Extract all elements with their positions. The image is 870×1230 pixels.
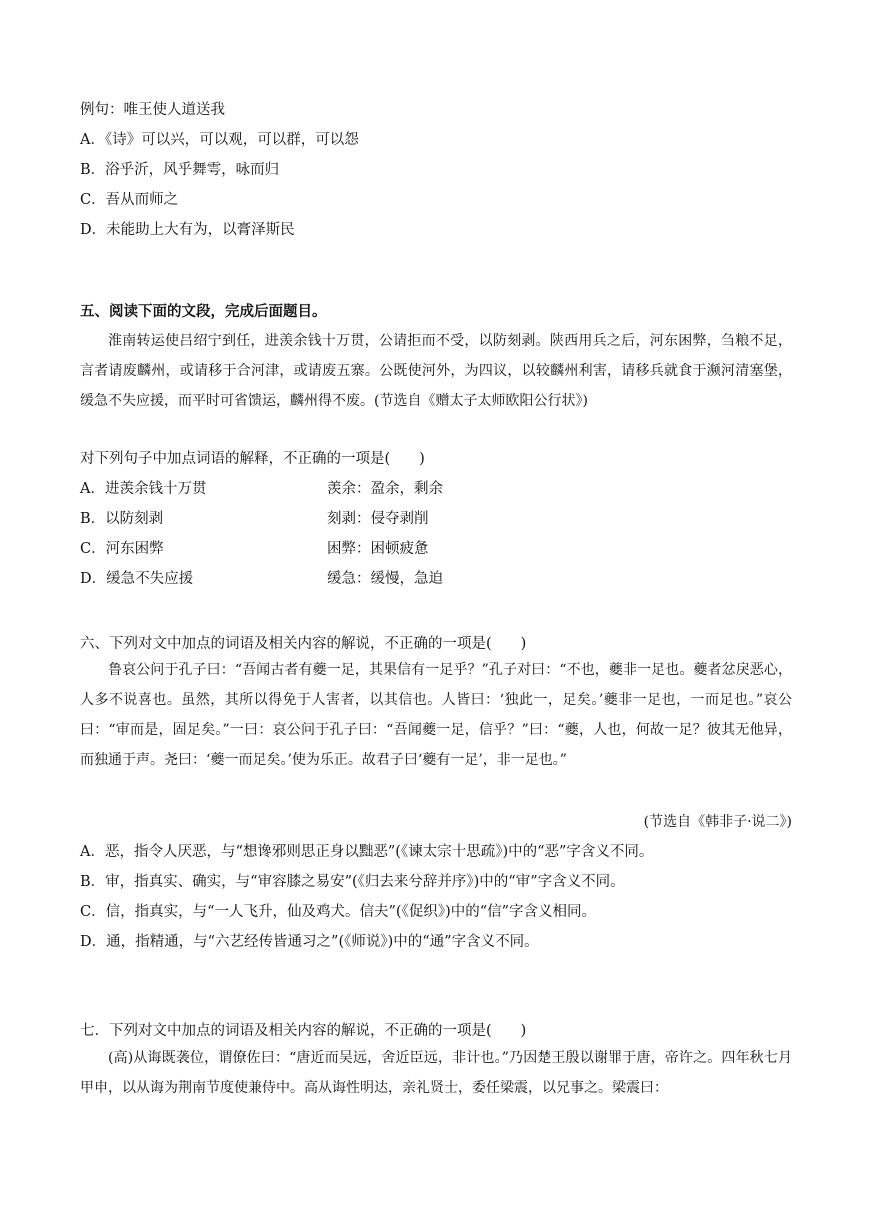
q6-passage: 鲁哀公问于孔子曰：“吾闻古者有夔一足，其果信有一足乎？”孔子对曰：“不也，夔非一足也。夔者忿戾恶心，人多不说喜也。虽然，其所以得免于人害者，以其信也。人皆曰：‘独此一，足矣。’夔非一足也，一而足也。”哀公曰：“审而是，固足矣。”一曰：哀公问于孔子曰：“吾闻夔一足，信乎？”曰：“夔，人也，何故一足？彼其无他异，而独通于声。尧曰：‘夔一而足矣。’使为乐正。故君子曰‘夔有一足’，非一足也。” [80, 662, 792, 768]
q7-passage: (高)从诲既袭位，谓僚佐曰：“唐近而吴远，舍近臣远，非计也。”乃因楚王殷以谢罪于唐，帝许之。四年秋七月甲申，以从诲为荆南节度使兼侍中。高从诲性明达，亲礼贤士，委任梁震，以兄事之。梁震曰： [80, 1050, 792, 1096]
q5-option-d [80, 569, 792, 589]
q5-option-b [80, 509, 792, 529]
q5-option-a [80, 479, 792, 499]
q5-option-d-explanation: 缓急：缓慢，急迫 [327, 571, 443, 587]
q6-source: (节选自《韩非子·说二》) [643, 814, 792, 830]
q4-option-a: A．《诗》可以兴，可以观，可以群，可以怨 [80, 132, 359, 148]
q5-option-b-explanation: 刻剥：侵夺剥削 [327, 511, 429, 527]
q5-option-c-explanation: 困弊：困顿疲惫 [327, 541, 429, 557]
q6-option-d: D．通，指精通，与“六艺经传皆通习之”(《师说》)中的“通”字含义不同。 [80, 934, 539, 950]
q5-passage: 淮南转运使吕绍宁到任，进羡余钱十万贯，公请拒而不受，以防刻剥。陕西用兵之后，河东困弊，刍粮不足，言者请废麟州，或请移于合河津，或请废五寨。公既使河外，为四议，以较麟州利害，请移兵就食于濒河清塞堡，缓急不失应援，而平时可省馈运，麟州得不废。(节选自《赠太子太师欧阳公行状》) [80, 333, 792, 409]
q5-question: 对下列句子中加点词语的解释，不正确的一项是( ) [80, 451, 425, 467]
q5-option-c [80, 539, 792, 559]
q6-option-c: C．信，指真实，与“一人飞升，仙及鸡犬。信夫”(《促织》)中的“信”字含义相同。 [80, 904, 597, 920]
q7-heading: 七．下列对文中加点的词语及相关内容的解说，不正确的一项是( ) [80, 1023, 527, 1039]
q6-option-a: A．恶，指令人厌恶，与“想谗邪则思正身以黜恶”(《谏太宗十思疏》)中的“恶”字含义不同。 [80, 844, 654, 860]
q5-option-c-sentence: C．河东困弊 [80, 541, 164, 557]
q5-option-b-sentence: B．以防刻剥 [80, 511, 164, 527]
q4-option-b: B．浴乎沂，风乎舞雩，咏而归 [80, 162, 280, 178]
q4-option-d: D．未能助上大有为，以膏泽斯民 [80, 222, 295, 238]
q6-option-b: B．审，指真实、确实，与“审容膝之易安”(《归去来兮辞并序》)中的“审”字含义不同。 [80, 874, 625, 890]
q6-heading: 六、下列对文中加点的词语及相关内容的解说，不正确的一项是( ) [80, 636, 527, 652]
q5-heading: 五、阅读下面的文段，完成后面题目。 [80, 303, 327, 320]
q5-option-d-sentence: D．缓急不失应援 [80, 571, 194, 587]
q4-option-c: C．吾从而师之 [80, 192, 179, 208]
q5-option-a-explanation: 羡余：盈余，剩余 [327, 481, 443, 497]
q5-option-a-sentence: A．进羡余钱十万贯 [80, 481, 207, 497]
q4-example: 例句：唯王使人道送我 [80, 102, 225, 118]
